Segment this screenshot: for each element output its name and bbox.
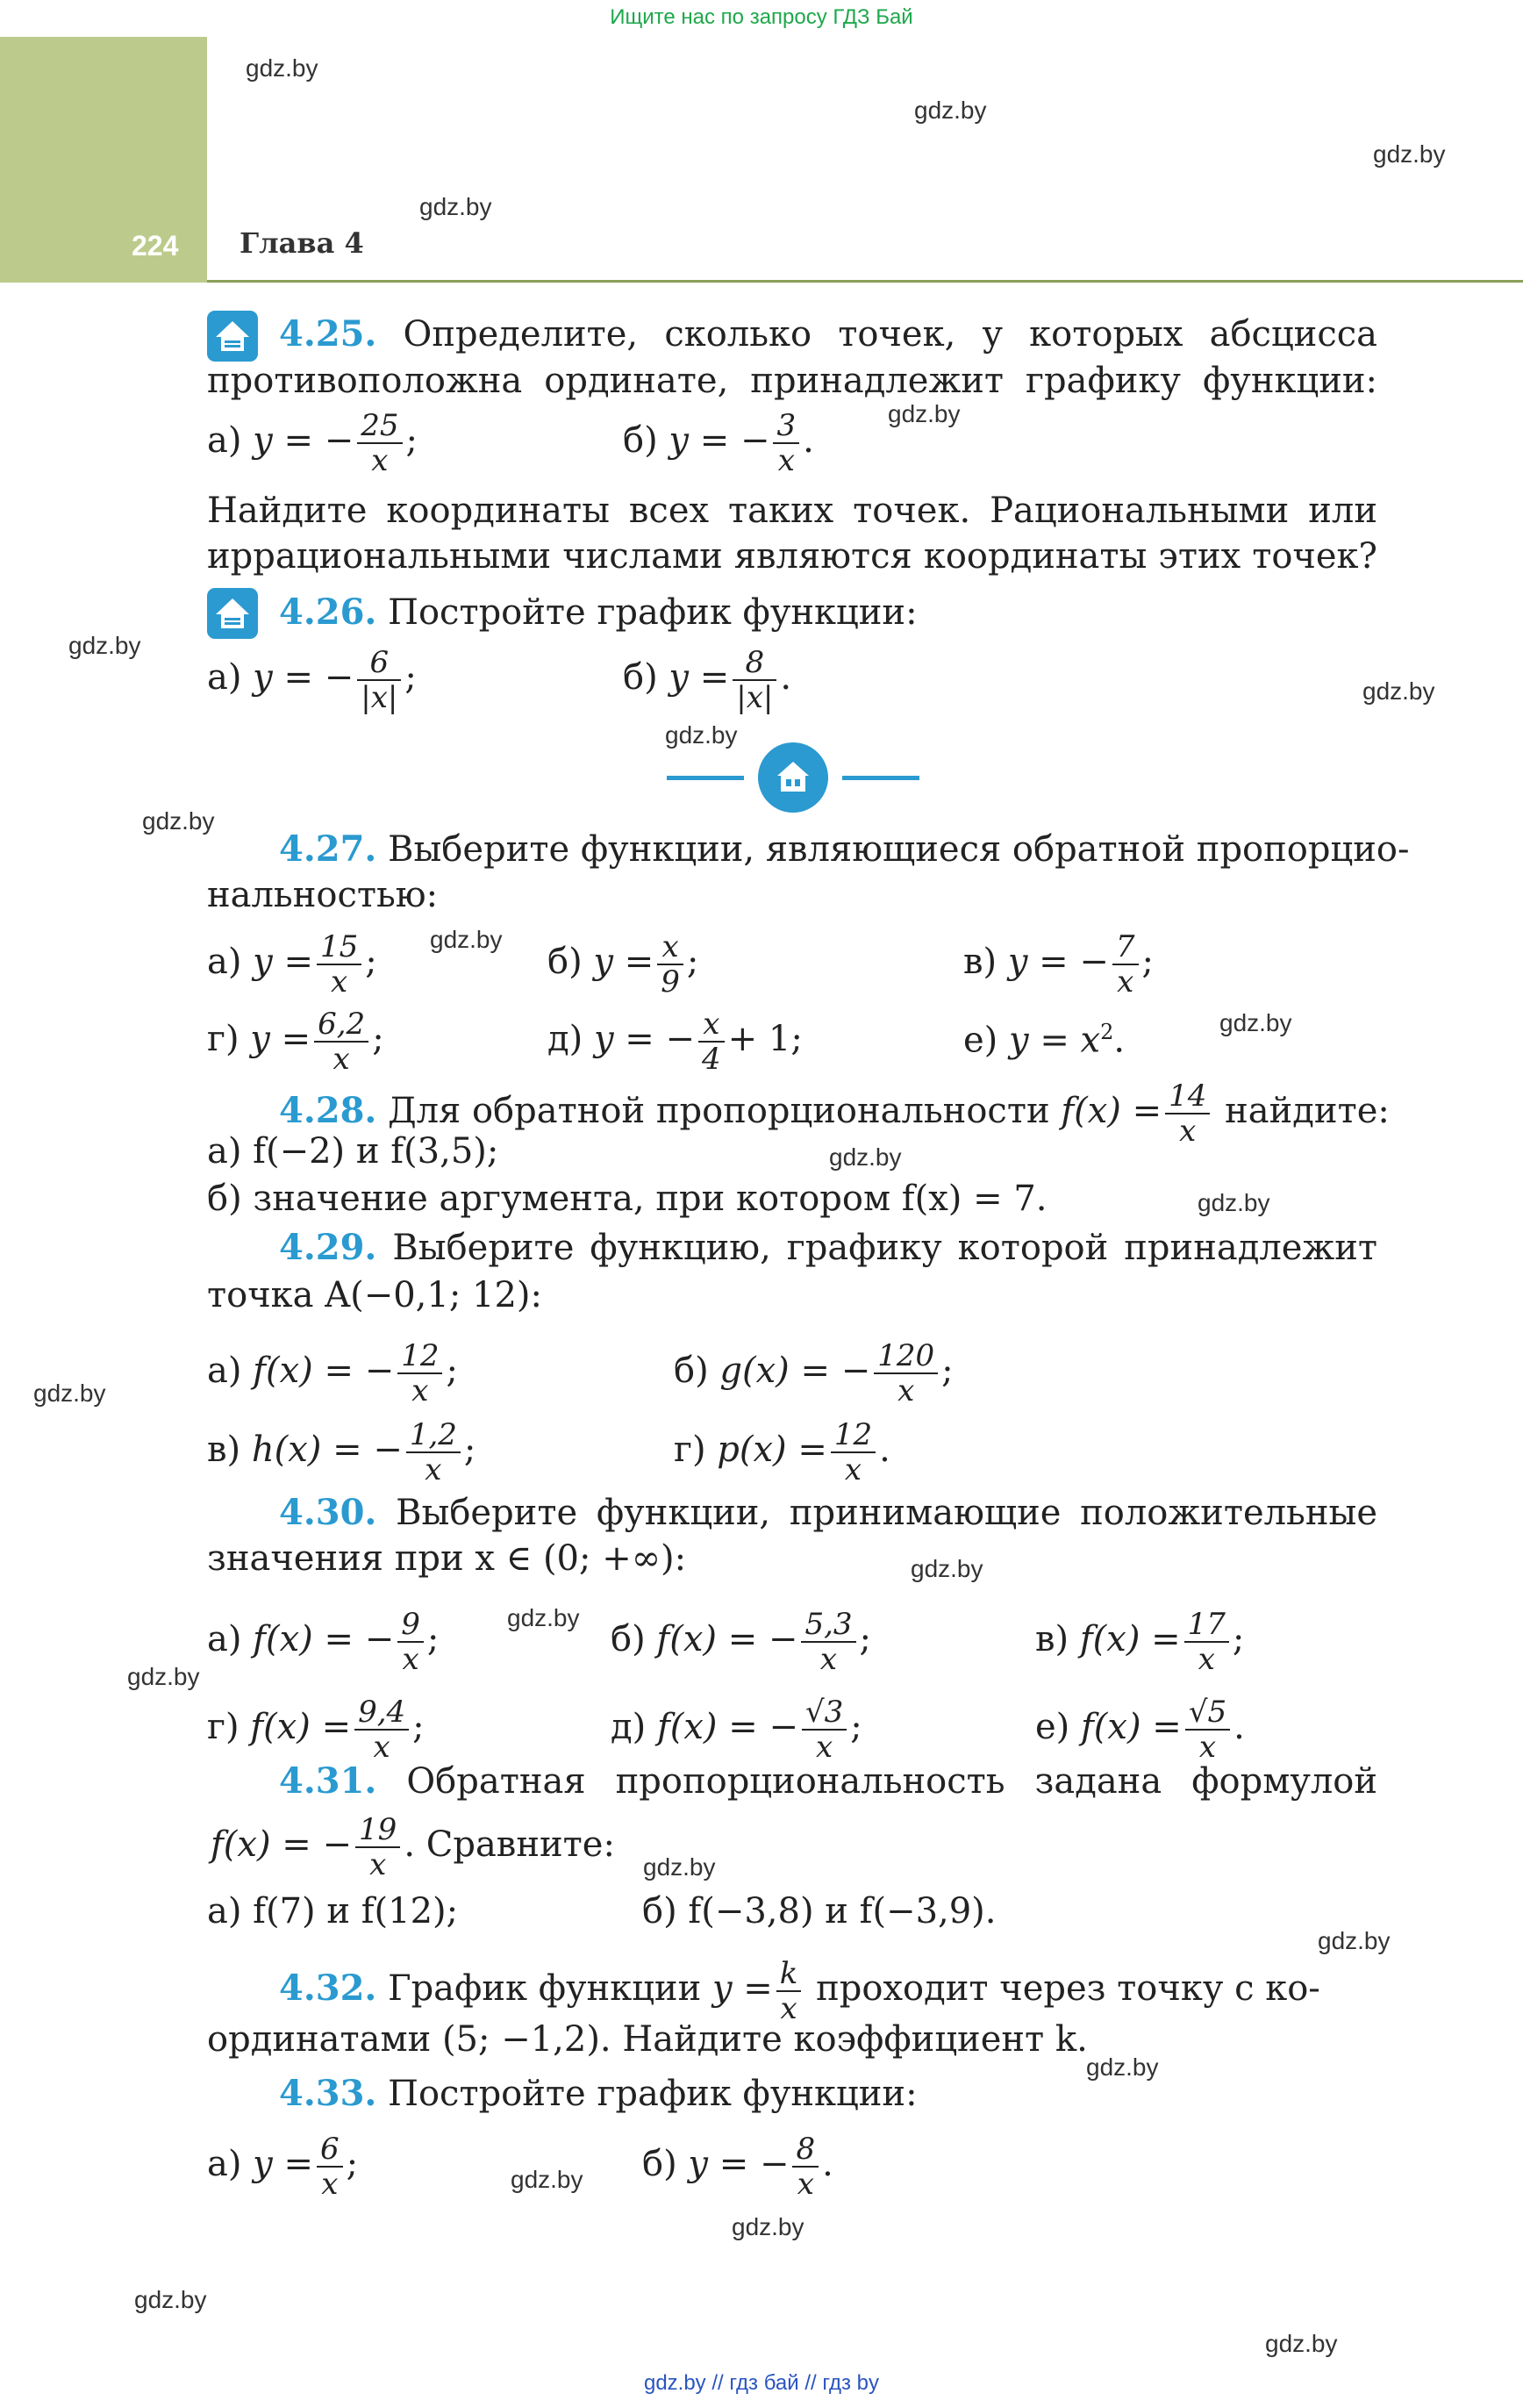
problem-4-25-line2: противоположна ординате, принадлежит графику функции:: [207, 361, 1377, 401]
problem-4-32-line2: ординатами (5; −1,2). Найдите коэффициент k.: [207, 2019, 1088, 2060]
watermark: gdz.by: [246, 54, 318, 82]
problem-4-27-e: е) $y = x^2$.: [963, 1020, 1126, 1061]
problem-4-31-line1: 4.31. Обратная пропорциональность задана формулой: [279, 1760, 1377, 1802]
problem-4-26-b: б) y = $\frac{8}{|x|}$ .: [623, 645, 792, 715]
problem-4-25-line1: 4.25. Определите, сколько точек, у которых абсцисса: [279, 313, 1377, 355]
problem-4-27-line2: нальностью:: [207, 875, 439, 915]
watermark: gdz.by: [142, 807, 215, 835]
divider-right: [842, 776, 919, 780]
problem-4-29-b: б) g(x) = − $\frac{120}{x}$ ;: [674, 1338, 954, 1408]
problem-4-31-a: а) f(7) и f(12);: [207, 1891, 459, 1931]
problem-4-29-line1: 4.29. Выберите функцию, графику которой принадлежит: [279, 1227, 1378, 1268]
problem-4-33-b: б) y = − $\frac{8}{x}$ .: [642, 2132, 833, 2202]
problem-4-33-title: 4.33. Постройте график функции:: [279, 2073, 918, 2114]
problem-4-32-line1: 4.32. График функции y = $\frac{k}{x}$ проходит через точку с ко-: [279, 1956, 1320, 2026]
watermark: gdz.by: [911, 1555, 983, 1582]
problem-4-27-g: г) y = $\frac{6,2}{x}$ ;: [207, 1007, 384, 1077]
watermark: gdz.by: [419, 193, 492, 220]
problem-4-28-line1: 4.28. Для обратной пропорциональности f(x) = $\frac{14}{x}$ найдите:: [279, 1079, 1390, 1149]
problem-4-30-b: б) f(x) = − $\frac{5,3}{x}$ ;: [611, 1607, 872, 1677]
chapter-title: Глава 4: [240, 226, 364, 260]
watermark: gdz.by: [732, 2213, 804, 2240]
watermark: gdz.by: [1265, 2330, 1338, 2357]
problem-4-25-b: б) y = − $\frac{3}{x}$ .: [623, 408, 814, 478]
watermark: gdz.by: [888, 400, 961, 427]
problem-4-30-line2: значения при x ∈ (0; +∞):: [207, 1538, 687, 1579]
problem-4-25-line4: иррациональными числами являются координаты этих точек?: [207, 536, 1377, 577]
watermark: gdz.by: [507, 1604, 580, 1631]
home-task-icon: [207, 311, 258, 362]
problem-4-28-b: б) значение аргумента, при котором f(x) = 7.: [207, 1179, 1048, 1219]
problem-4-31-b: б) f(−3,8) и f(−3,9).: [642, 1891, 997, 1931]
problem-4-27-b: б) y = $\frac{x}{9}$ ;: [547, 929, 699, 1000]
watermark: gdz.by: [1373, 140, 1446, 168]
problem-4-25-a: а) y = − $\frac{25}{x}$ ;: [207, 408, 418, 478]
problem-4-30-e: е) f(x) = $\frac{√5}{x}$ .: [1035, 1695, 1245, 1765]
problem-4-27-d: д) y = − $\frac{x}{4}$ + 1;: [547, 1007, 803, 1077]
problem-4-30-d: д) f(x) = − $\frac{√3}{x}$ ;: [611, 1695, 862, 1765]
watermark: gdz.by: [127, 1663, 200, 1690]
problem-4-27-v: в) y = − $\frac{7}{x}$ ;: [963, 929, 1155, 1000]
watermark: gdz.by: [68, 632, 141, 659]
watermark: gdz.by: [643, 1853, 716, 1881]
problem-4-26-a: а) y = − $\frac{6}{|x|}$ ;: [207, 645, 417, 715]
problem-4-30-v: в) f(x) = $\frac{17}{x}$ ;: [1035, 1607, 1245, 1677]
problem-4-33-a: а) y = $\frac{6}{x}$ ;: [207, 2132, 359, 2202]
watermark: gdz.by: [829, 1143, 902, 1171]
watermark: gdz.by: [1318, 1927, 1391, 1954]
problem-4-31-formula: f(x) = − $\frac{19}{x}$ . Сравните:: [211, 1812, 615, 1882]
watermark: gdz.by: [33, 1380, 106, 1407]
problem-4-29-line2: точка A(−0,1; 12):: [207, 1275, 543, 1315]
problem-4-25-line3: Найдите координаты всех таких точек. Рациональными или: [207, 491, 1377, 531]
problem-4-28-a: а) f(−2) и f(3,5);: [207, 1131, 499, 1172]
problem-4-29-v: в) h(x) = − $\frac{1,2}{x}$ ;: [207, 1417, 476, 1487]
watermark: gdz.by: [430, 926, 503, 953]
watermark: gdz.by: [511, 2166, 583, 2193]
watermark: gdz.by: [134, 2286, 207, 2313]
header-rule: [207, 280, 1523, 283]
problem-4-29-a: а) f(x) = − $\frac{12}{x}$ ;: [207, 1338, 458, 1408]
problem-4-29-g: г) p(x) = $\frac{12}{x}$ .: [674, 1417, 890, 1487]
divider-left: [667, 776, 744, 780]
house-icon: [758, 742, 828, 813]
home-task-icon: [207, 588, 258, 639]
problem-4-27-line1: 4.27. Выберите функции, являющиеся обратной пропорцио-: [279, 828, 1410, 870]
watermark: gdz.by: [914, 97, 987, 124]
problem-4-30-line1: 4.30. Выберите функции, принимающие положительные: [279, 1492, 1377, 1533]
problem-4-26-title: 4.26. Постройте график функции:: [279, 591, 918, 633]
watermark: gdz.by: [1086, 2053, 1159, 2081]
top-banner: Ищите нас по запросу ГДЗ Бай: [610, 5, 913, 29]
bottom-banner: gdz.by // гдз бай // гдз by: [643, 2371, 880, 2395]
problem-4-30-g: г) f(x) = $\frac{9,4}{x}$ ;: [207, 1695, 425, 1765]
problem-4-27-a: а) y = $\frac{15}{x}$ ;: [207, 929, 377, 1000]
watermark: gdz.by: [1219, 1009, 1292, 1036]
watermark: gdz.by: [1362, 677, 1435, 705]
watermark: gdz.by: [665, 721, 738, 749]
problem-4-30-a: а) f(x) = − $\frac{9}{x}$ ;: [207, 1607, 440, 1677]
page-number: 224: [132, 230, 179, 262]
watermark: gdz.by: [1198, 1189, 1270, 1216]
